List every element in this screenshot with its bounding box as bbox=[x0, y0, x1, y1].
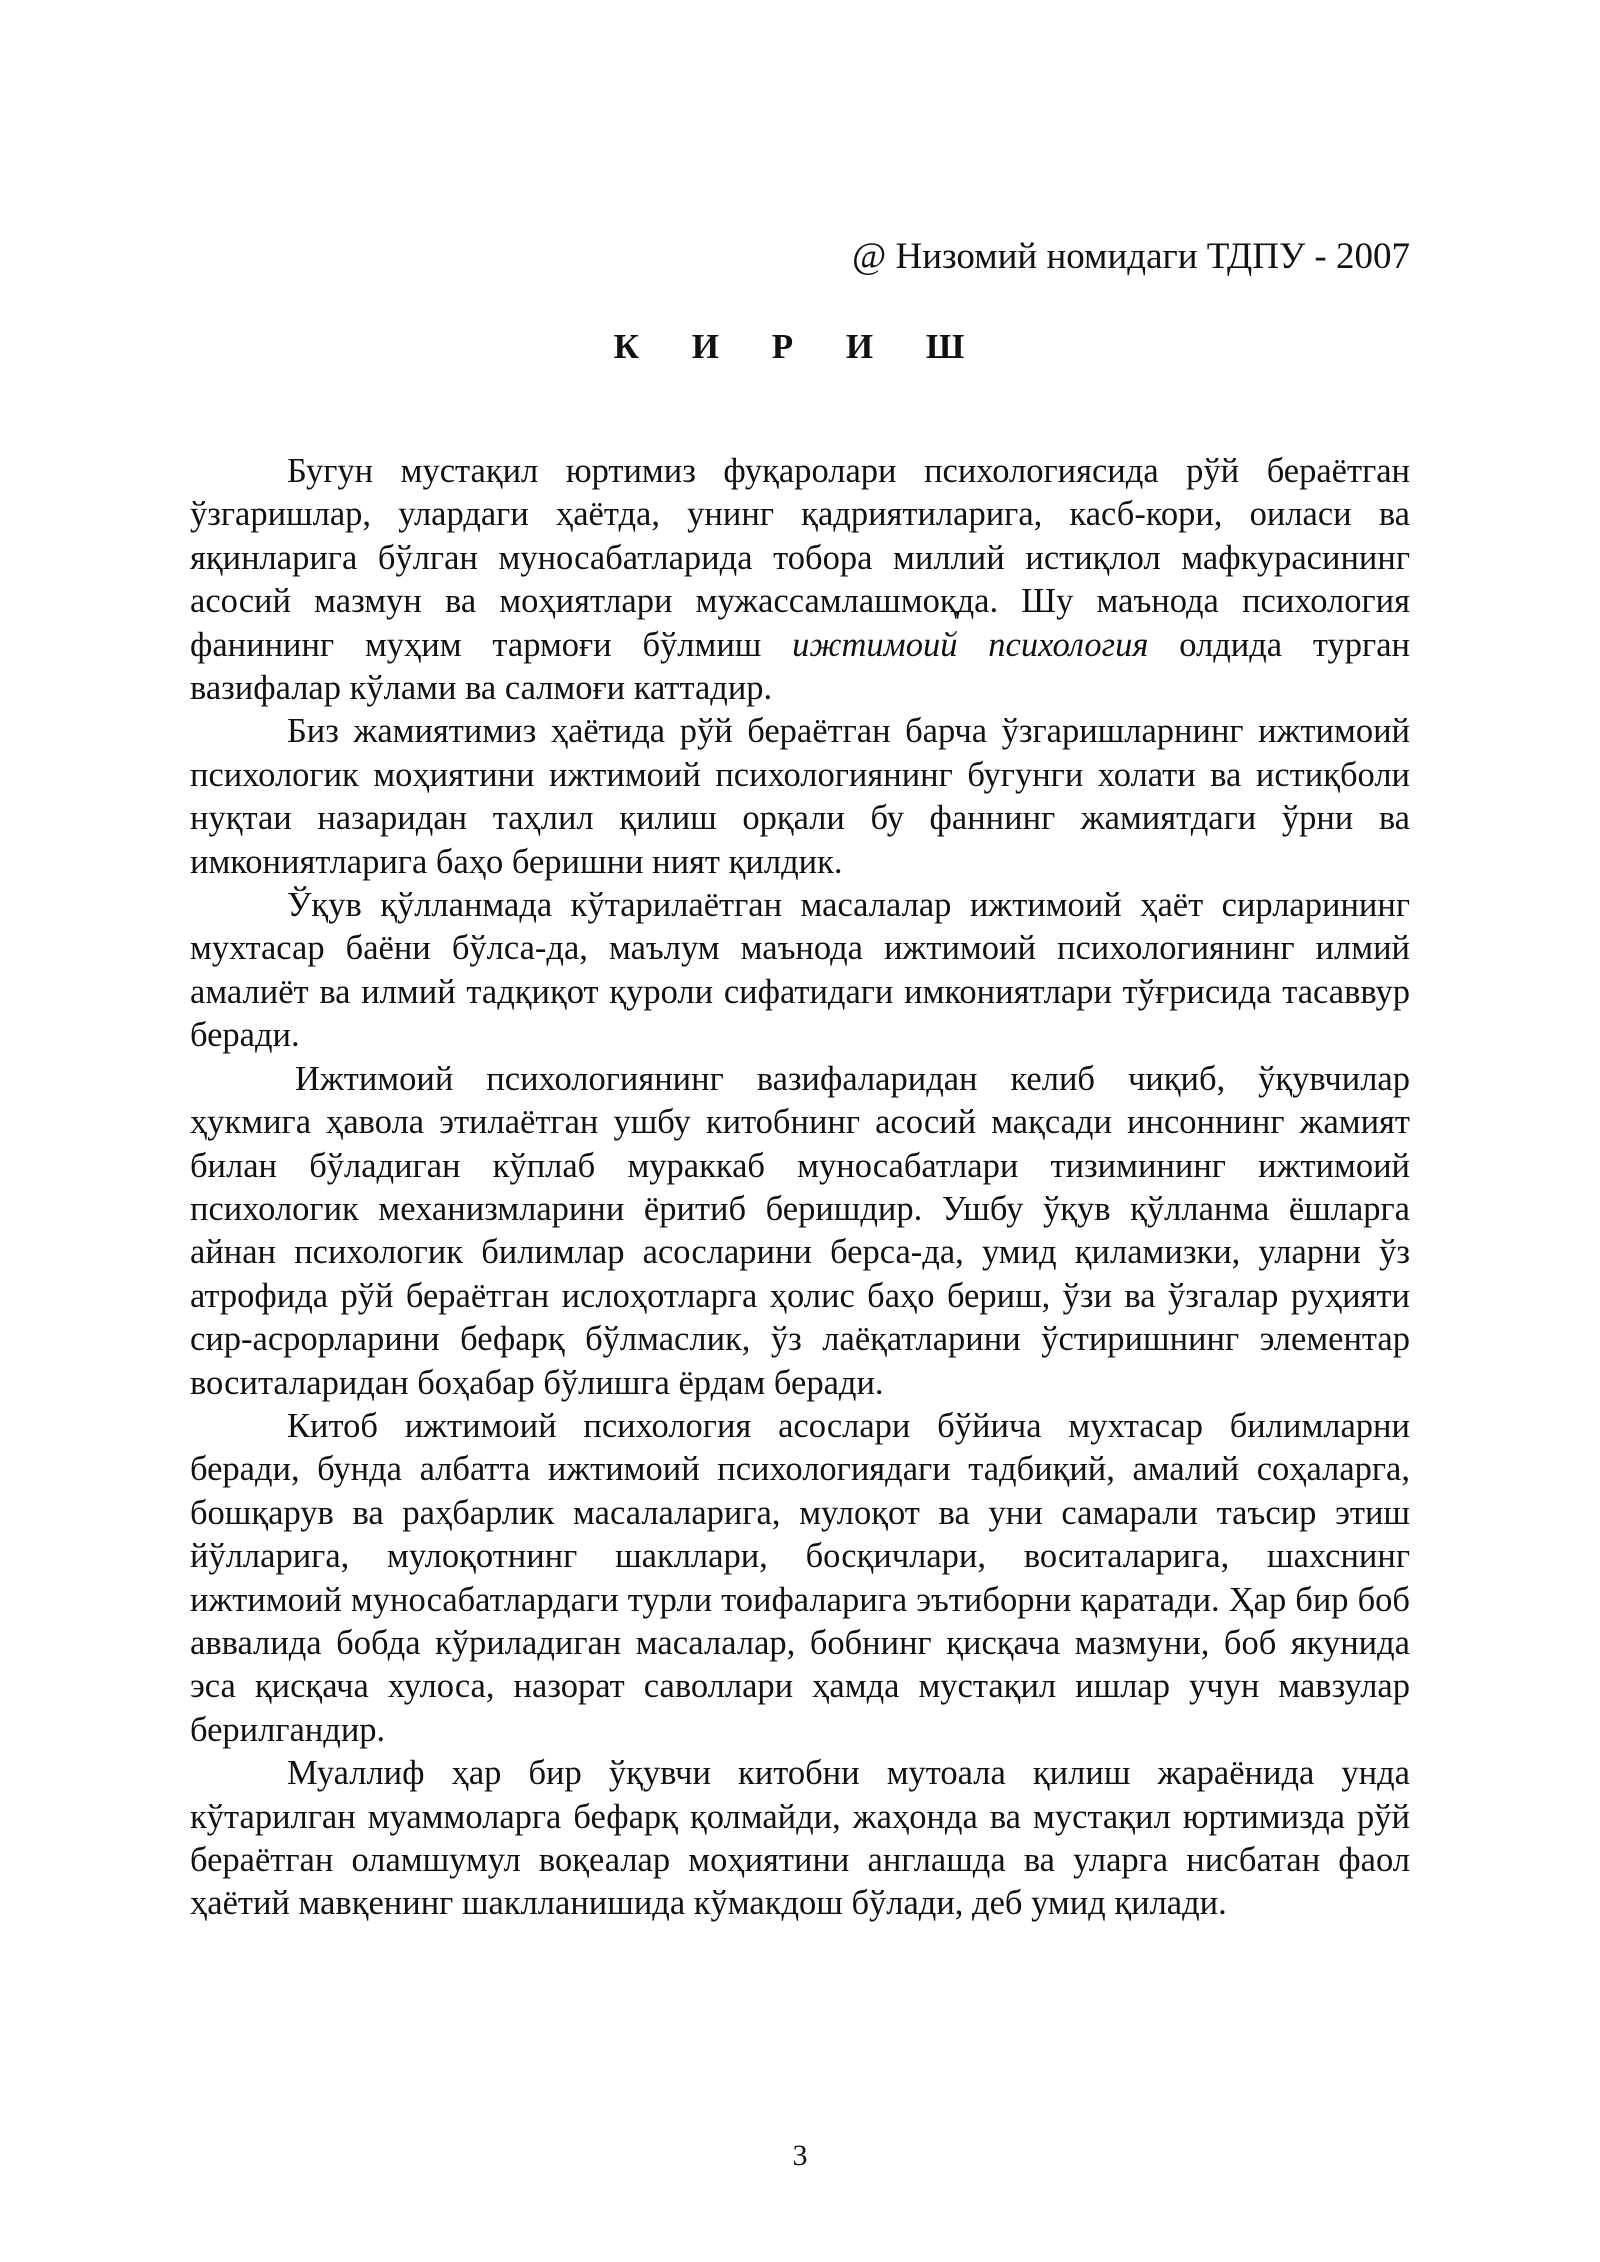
paragraph-2: Биз жамиятимиз ҳаётида рўй бераётган барча ўзгаришларнинг ижтимоий психологик моҳиятини ижтимоий психологиянинг бугунги холати ва истиқболи нуқтаи назаридан таҳлил қилиш орқали бу фаннинг жамиятдаги ўрни ва имкониятларига баҳо беришни ният қилдик. bbox=[190, 712, 1410, 881]
paragraph-6: Муаллиф ҳар бир ўқувчи китобни мутоала қилиш жараёнида унда кўтарилган муаммоларга бефарқ қолмайди, жаҳонда ва мустақил юртимизда рўй бераётган оламшумул воқеалар моҳиятини англашда ва уларга нисбатан фаол ҳаётий мавқенинг шаклланишида кўмакдош бўлади, деб умид қилади. bbox=[190, 1754, 1410, 1923]
paragraph-4: Ижтимоий психологиянинг вазифаларидан келиб чиқиб, ўқувчилар ҳукмига ҳавола этилаётган ушбу китобнинг асосий мақсади инсоннинг жамият билан бўладиган кўплаб мураккаб муносабатлари тизимининг ижтимоий психологик механизмларини ёритиб беришдир. Ушбу ўқув қўлланма ёшларга айнан психологик билимлар асосларини берса-да, умид қиламизки, уларни ўз атрофида рўй бераётган ислоҳотларга ҳолис баҳо бериш, ўзи ва ўзгалар руҳияти сир-асрорларини бефарқ бўлмаслик, ўз лаёқатларини ўстиришнинг элементар воситаларидан боҳабар бўлишга ёрдам беради. bbox=[190, 1059, 1410, 1402]
paragraph-5: Китоб ижтимоий психология асослари бўйича мухтасар билимларни беради, бунда албатта ижтимоий психологиядаги тадбиқий, амалий соҳаларга, бошқарув ва раҳбарлик масалаларига, мулоқот ва уни самарали таъсир этиш йўлларига, мулоқотнинг шакллари, босқичлари, воситаларига, шахснинг ижтимоий муносабатлардаги турли тоифаларига эътиборни қаратади. Ҳар бир боб аввалида бобда кўриладиган масалалар, бобнинг қисқача мазмуни, боб якунида эса қисқача хулоса, назорат саволлари ҳамда мустақил ишлар учун мавзулар берилгандир. bbox=[190, 1406, 1410, 1749]
paragraph-1 bbox=[190, 450, 1410, 710]
body-text bbox=[190, 450, 1410, 1926]
page-number: 3 bbox=[792, 2139, 808, 2172]
paragraph-1-italic-term: ижтимоий психология bbox=[792, 625, 1149, 664]
paragraph-1-start: Бугун мустақил юртимиз фуқаролари психологиясида рўй бераётган ўзгаришлар, улардаги ҳаётда, унинг қадриятиларига, касб-кори, оиласи ва яқинларига бўлган муносабатларида тобора миллий истиқлол мафкурасининг асосий мазмун ва моҳиятлари мужассамлашмоқда. Шу маънода психология фанининг муҳим тармоғи бўлмиш bbox=[190, 452, 1410, 664]
copyright-notice: @ Низомий номидаги ТДПУ - 2007 bbox=[852, 236, 1410, 277]
paragraph-3: Ўқув қўлланмада кўтарилаётган масалалар ижтимоий ҳаёт сирларининг мухтасар баёни бўлса-да, маълум маънода ижтимоий психологиянинг илмий амалиёт ва илмий тадқиқот қуроли сифатидаги имкониятлари тўғрисида тасаввур беради. bbox=[190, 886, 1410, 1055]
paragraph-1-end: олдида турган вазифалар кўлами ва салмоғи каттадир. bbox=[190, 625, 1410, 708]
section-title: К И Р И Ш bbox=[613, 327, 987, 366]
